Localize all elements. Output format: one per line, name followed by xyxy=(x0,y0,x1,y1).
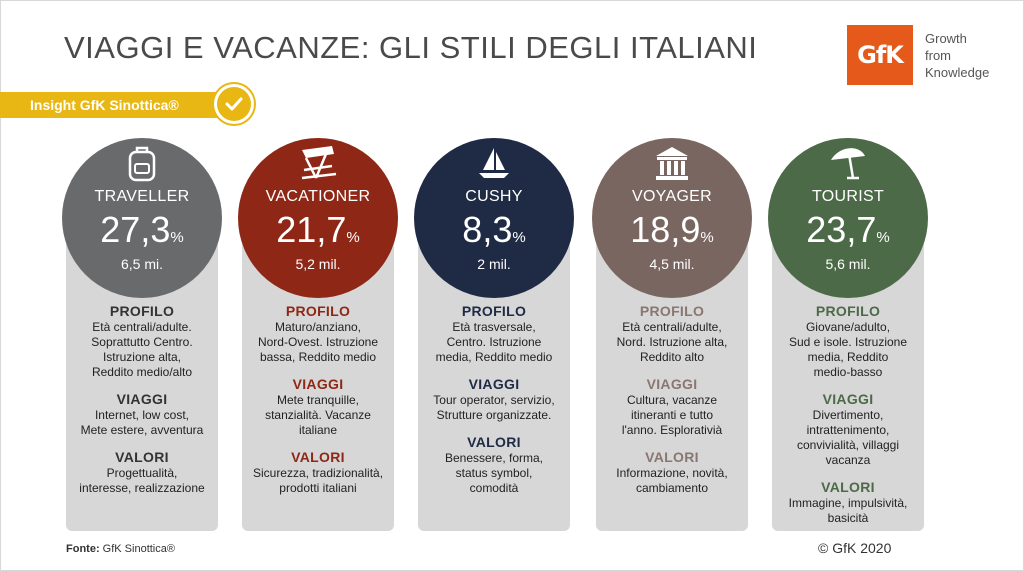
values-section xyxy=(242,450,394,496)
values-line: Sicurezza, tradizionalità, xyxy=(252,466,384,480)
values-heading: VALORI xyxy=(821,479,875,495)
insight-banner xyxy=(0,92,220,118)
percentage-value: 23,7 xyxy=(806,209,877,250)
values-line: basicità xyxy=(827,511,869,525)
segment-population: 4,5 mil. xyxy=(649,256,695,272)
tagline-line-1: Growth xyxy=(925,31,967,46)
trips-line: vacanza xyxy=(825,453,871,467)
values-section xyxy=(418,435,570,496)
trips-section xyxy=(772,392,924,468)
tagline-line-2: from xyxy=(925,48,951,63)
percentage-unit: % xyxy=(512,229,526,246)
percentage-value: 21,7 xyxy=(276,209,347,250)
trips-line: l'anno. Esplorativià xyxy=(621,423,723,437)
profile-line: Età centrali/adulte, xyxy=(622,320,722,334)
insight-label: Insight GfK Sinottica® xyxy=(30,97,179,113)
profile-section xyxy=(772,304,924,380)
sailboat-icon xyxy=(475,144,513,187)
profile-line: Giovane/adulto, xyxy=(805,320,891,334)
segment-population: 5,2 mil. xyxy=(295,256,341,272)
trips-line: italiane xyxy=(298,423,338,437)
segment-percentage xyxy=(592,210,752,258)
segment-percentage xyxy=(62,210,222,258)
segment-population: 2 mil. xyxy=(477,256,511,272)
profile-section xyxy=(66,304,218,380)
logo-text: GfK xyxy=(857,41,903,69)
profile-line: Nord-Ovest. Istruzione xyxy=(257,335,379,349)
umbrella-icon xyxy=(827,144,869,189)
profile-line: Sud e isole. Istruzione xyxy=(788,335,908,349)
temple-icon xyxy=(652,144,692,187)
profile-section xyxy=(418,304,570,365)
values-line: interesse, realizzazione xyxy=(79,481,205,495)
segment-name: VACATIONER xyxy=(265,188,371,205)
percentage-value: 8,3 xyxy=(462,209,513,250)
profile-section xyxy=(596,304,748,365)
segment-population: 5,6 mil. xyxy=(825,256,871,272)
segment-name: TOURIST xyxy=(811,188,885,205)
deckchair-icon xyxy=(296,144,340,187)
segment-percentage xyxy=(768,210,928,258)
values-line: Informazione, novità, xyxy=(616,466,728,480)
source-label: Fonte: xyxy=(66,543,100,555)
percentage-unit: % xyxy=(876,229,890,246)
profile-line: Età centrali/adulte. xyxy=(92,320,192,334)
percentage-value: 18,9 xyxy=(630,209,701,250)
trips-section xyxy=(66,392,218,438)
stat-circle xyxy=(768,138,928,298)
profile-section xyxy=(242,304,394,365)
percentage-value: 27,3 xyxy=(100,209,171,250)
profile-line: Soprattutto Centro. xyxy=(91,335,193,349)
footer-source xyxy=(66,543,175,555)
trips-line: Cultura, vacanze xyxy=(626,393,718,407)
stat-circle xyxy=(238,138,398,298)
values-heading: VALORI xyxy=(115,449,169,465)
trips-line: intrattenimento, xyxy=(806,423,890,437)
trips-line: convivialità, villaggi xyxy=(796,438,900,452)
profile-heading: PROFILO xyxy=(461,303,527,319)
values-heading: VALORI xyxy=(467,434,521,450)
values-line: Benessere, forma, xyxy=(444,451,544,465)
profile-heading: PROFILO xyxy=(639,303,705,319)
trips-line: Tour operator, servizio, xyxy=(433,393,555,407)
copyright: © GfK 2020 xyxy=(818,540,892,556)
trips-line: stanzialità. Vacanze xyxy=(265,408,371,422)
profile-line: Nord. Istruzione alta, xyxy=(616,335,728,349)
profile-line: Maturo/anziano, xyxy=(274,320,362,334)
trips-section xyxy=(242,377,394,438)
values-heading: VALORI xyxy=(291,449,345,465)
trips-line: Mete tranquille, xyxy=(276,393,360,407)
segment-name: VOYAGER xyxy=(631,188,713,205)
values-section xyxy=(772,480,924,526)
stat-circle xyxy=(62,138,222,298)
profile-line: Centro. Istruzione xyxy=(446,335,542,349)
values-line: status symbol, xyxy=(455,466,533,480)
segment-percentage xyxy=(238,210,398,258)
values-heading: VALORI xyxy=(645,449,699,465)
segment-population: 6,5 mi. xyxy=(120,256,163,272)
segment-name: CUSHY xyxy=(465,188,523,205)
gfk-logo xyxy=(847,25,913,85)
column-details xyxy=(772,304,924,538)
trips-heading: VIAGGI xyxy=(292,376,344,392)
trips-line: Divertimento, xyxy=(812,408,884,422)
trips-section xyxy=(596,377,748,438)
profile-line: media, Reddito xyxy=(807,350,889,364)
backpack-icon xyxy=(125,144,159,187)
trips-section xyxy=(418,377,570,423)
segment-name: TRAVELLER xyxy=(94,188,190,205)
trips-heading: VIAGGI xyxy=(646,376,698,392)
values-section xyxy=(596,450,748,496)
percentage-unit: % xyxy=(346,229,360,246)
page-title: VIAGGI E VACANZE: GLI STILI DEGLI ITALIANI xyxy=(64,30,758,65)
source-value: GfK Sinottica® xyxy=(102,543,175,555)
profile-line: Istruzione alta, xyxy=(102,350,182,364)
stat-circle xyxy=(592,138,752,298)
segment-percentage xyxy=(414,210,574,258)
column-details xyxy=(242,304,394,508)
profile-heading: PROFILO xyxy=(815,303,881,319)
values-line: prodotti italiani xyxy=(279,481,357,495)
values-line: cambiamento xyxy=(635,481,709,495)
logo-tagline xyxy=(925,30,989,81)
tagline-line-3: Knowledge xyxy=(925,65,990,80)
values-line: Progettualità, xyxy=(106,466,178,480)
profile-line: Reddito medio/alto xyxy=(91,365,193,379)
values-line: Immagine, impulsività, xyxy=(788,496,908,510)
trips-heading: VIAGGI xyxy=(116,391,168,407)
profile-heading: PROFILO xyxy=(109,303,175,319)
percentage-unit: % xyxy=(700,229,714,246)
profile-line: Reddito alto xyxy=(639,350,705,364)
percentage-unit: % xyxy=(170,229,184,246)
column-details xyxy=(66,304,218,508)
profile-line: media, Reddito medio xyxy=(435,350,553,364)
values-section xyxy=(66,450,218,496)
trips-line: itineranti e tutto xyxy=(630,408,714,422)
profile-line: medio-basso xyxy=(813,365,883,379)
column-details xyxy=(418,304,570,508)
profile-heading: PROFILO xyxy=(285,303,351,319)
trips-heading: VIAGGI xyxy=(468,376,520,392)
profile-line: bassa, Reddito medio xyxy=(259,350,377,364)
profile-line: Età trasversale, xyxy=(452,320,536,334)
checkmark-badge-icon xyxy=(214,84,254,124)
trips-line: Mete estere, avventura xyxy=(80,423,204,437)
trips-heading: VIAGGI xyxy=(822,391,874,407)
trips-line: Internet, low cost, xyxy=(94,408,190,422)
trips-line: Strutture organizzate. xyxy=(436,408,552,422)
values-line: comodità xyxy=(469,481,519,495)
stat-circle xyxy=(414,138,574,298)
column-details xyxy=(596,304,748,508)
